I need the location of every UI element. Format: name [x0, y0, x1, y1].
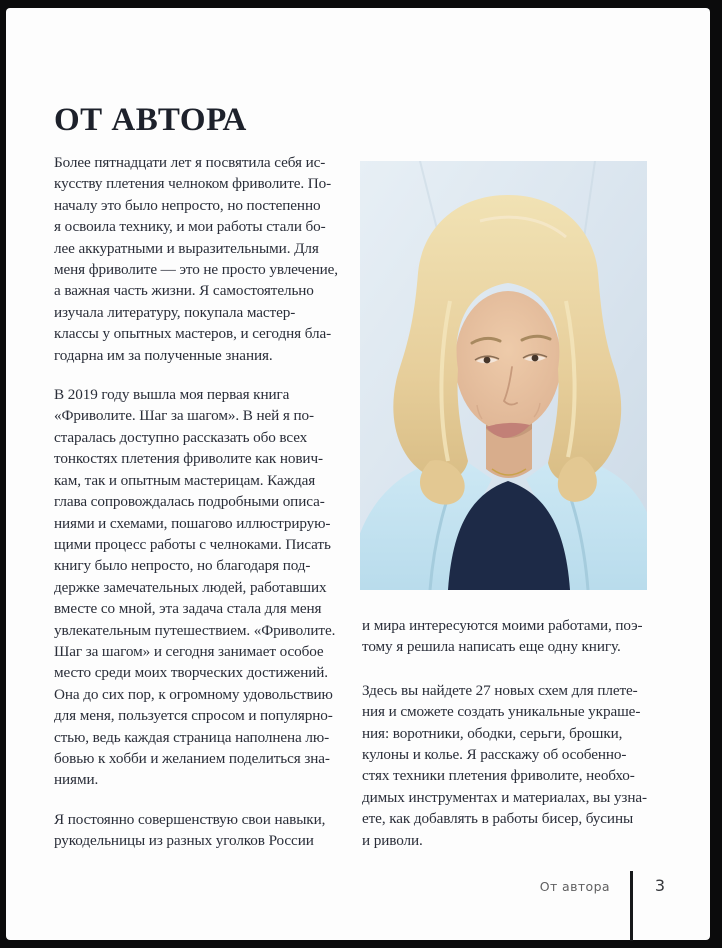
text-line: и риволи.	[362, 831, 423, 849]
footer-section-label: От автора	[539, 879, 610, 894]
text-line: щими процесс работы с челноками. Писать	[54, 535, 331, 553]
text-line: стью, ведь каждая страница наполнена лю-	[54, 728, 330, 746]
footer-divider-line	[630, 871, 633, 941]
text-line: Она до сих пор, к огромному удовольствию	[54, 685, 333, 703]
text-line: книгу было непросто, но благодаря под-	[54, 557, 311, 575]
text-line: кусству плетения челноком фриволите. По-	[54, 175, 332, 193]
paragraph	[54, 152, 354, 366]
text-line: ниями.	[54, 771, 99, 789]
text-line: а важная часть жизни. Я самостоятельно	[54, 282, 314, 300]
text-line: ете, как добавлять в работы бисер, бусины	[362, 810, 634, 828]
text-line: я освоила технику, и мои работы стали бо-	[54, 218, 326, 236]
face	[455, 291, 561, 431]
text-line: ния и сможете создать уникальные украше-	[362, 703, 641, 721]
text-line: Шаг за шагом» и сегодня занимает особое	[54, 642, 324, 660]
text-line: старалась доступно рассказать обо всех	[54, 428, 308, 446]
page-title: ОТ АВТОРА	[54, 102, 247, 139]
text-line: ния: воротники, ободки, серьги, брошки,	[362, 724, 623, 742]
page-number: 3	[654, 876, 666, 895]
text-line: рукодельницы из разных уголков России	[54, 832, 314, 850]
text-line: началу это было непросто, но постепенно	[54, 196, 321, 214]
iris-right	[532, 355, 539, 362]
author-portrait-photo	[360, 161, 647, 590]
text-line: тому я решила написать еще одну книгу.	[362, 638, 621, 656]
text-line: вместе со мной, эта задача стала для меня	[54, 600, 322, 618]
text-line: классы у опытных мастеров, и сегодня бла-	[54, 325, 332, 343]
text-line: увлекательным путешествием. «Фриволите.	[54, 621, 336, 639]
text-line: изучала литературу, покупала мастер-	[54, 303, 296, 321]
text-line: димых инструментах и материалах, вы узна-	[362, 788, 647, 806]
text-line: глава сопровождалась подробными описа-	[54, 493, 325, 511]
paragraph	[54, 809, 354, 852]
text-line: Здесь вы найдете 27 новых схем для плете-	[362, 681, 638, 699]
text-line: стях техники плетения фриволите, необхо-	[362, 767, 635, 785]
text-line: В 2019 году вышла моя первая книга	[54, 386, 290, 404]
text-line: тонкостях плетения фриволите как нович-	[54, 450, 323, 468]
text-line: место среди моих творческих достижений.	[54, 664, 328, 682]
text-line: бовью к хобби и желанием поделиться зна-	[54, 749, 330, 767]
text-line: ниями и схемами, пошагово иллюстрирую-	[54, 514, 331, 532]
text-line: Более пятнадцати лет я посвятила себя ис-	[54, 154, 326, 171]
paragraph	[362, 680, 688, 851]
left-text-column	[54, 152, 354, 870]
text-line: лее аккуратными и выразительными. Для	[54, 239, 319, 257]
text-line: и мира интересуются моими работами, поэ-	[362, 617, 643, 634]
iris-left	[484, 357, 491, 364]
right-text-column	[362, 615, 688, 873]
text-line: меня фриволите — это не просто увлечение,	[54, 261, 339, 279]
paragraph	[362, 615, 688, 658]
text-line: кулоны и колье. Я расскажу об особенно-	[362, 746, 627, 764]
text-line: годарна им за полученные знания.	[54, 346, 273, 364]
text-line: для меня, пользуется спросом и популярно-	[54, 707, 333, 725]
text-line: «Фриволите. Шаг за шагом». В ней я по-	[54, 407, 314, 425]
text-line: кам, так и опытным мастерицам. Каждая	[54, 471, 316, 489]
text-line: Я постоянно совершенствую свои навыки,	[54, 810, 326, 828]
paragraph	[54, 384, 354, 791]
text-line: держке замечательных людей, работавших	[54, 578, 327, 596]
